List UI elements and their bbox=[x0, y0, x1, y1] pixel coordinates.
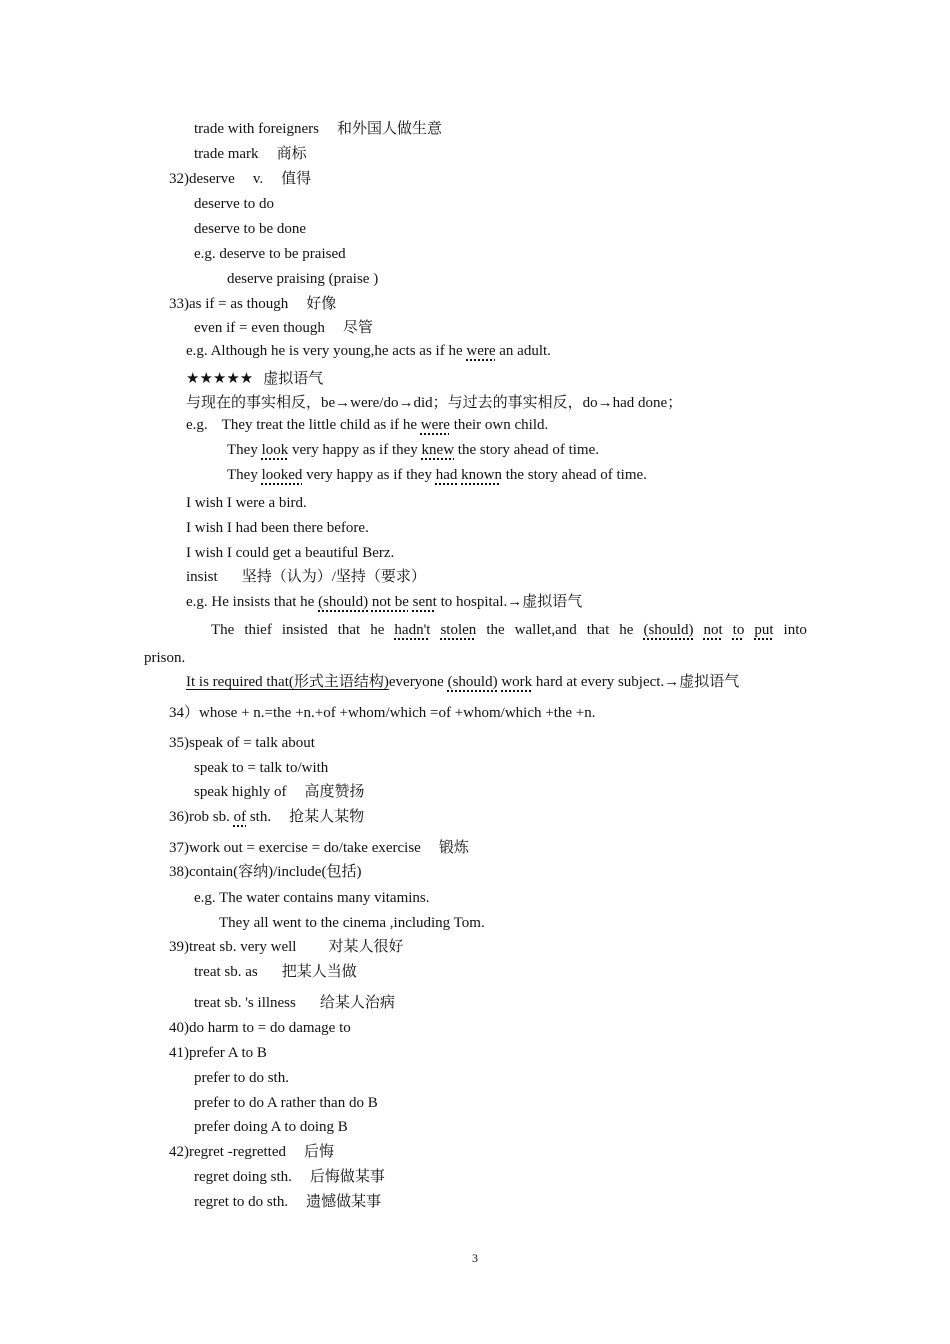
entry-heading-40: 40)do harm to = do damage to bbox=[169, 1020, 351, 1036]
rule-line: 与现在的事实相反，be→were/do→did；与过去的事实相反，do→had done； bbox=[186, 395, 683, 411]
entry-line: prefer to do A rather than do B bbox=[194, 1095, 378, 1111]
translation: 把某人当做 bbox=[281, 964, 357, 980]
phrase: insist bbox=[186, 569, 218, 585]
example-line: e.g. deserve to be praised bbox=[194, 246, 346, 262]
emphasized-word: not bbox=[703, 622, 723, 638]
emphasized-word: of bbox=[233, 809, 247, 825]
translation: 尽管 bbox=[342, 320, 373, 336]
example-line-continuation: prison. bbox=[144, 650, 186, 666]
heading-text: 虚拟语气 bbox=[263, 371, 324, 387]
translation: 和外国人做生意 bbox=[336, 121, 442, 137]
emphasized-word: knew bbox=[421, 442, 455, 458]
translation: 后悔做某事 bbox=[309, 1169, 385, 1185]
emphasized-word: work bbox=[501, 674, 533, 690]
entry-line bbox=[194, 962, 357, 982]
example-line: I wish I were a bird. bbox=[186, 495, 307, 511]
example-line: I wish I had been there before. bbox=[186, 520, 369, 536]
emphasized-word: to bbox=[732, 622, 745, 638]
emphasized-word: hadn't bbox=[394, 622, 431, 638]
translation: 遗憾做某事 bbox=[306, 1194, 382, 1210]
emphasized-word: (should) bbox=[447, 674, 498, 690]
entry-line bbox=[194, 1192, 381, 1212]
example-line: deserve praising (praise ) bbox=[227, 271, 379, 287]
emphasized-word: were bbox=[420, 417, 450, 433]
example-line: It is required that(形式主语结构)everyone (should) work hard at every subject.→虚拟语气 bbox=[186, 674, 740, 690]
translation: 锻炼 bbox=[438, 840, 469, 856]
translation: 坚持（认为）/坚持（要求） bbox=[241, 569, 426, 585]
example-line: They looked very happy as if they had known the story ahead of time. bbox=[227, 467, 647, 483]
emphasized-word: (should) bbox=[643, 622, 694, 638]
phrase: trade with foreigners bbox=[194, 121, 319, 137]
emphasized-word: (should) bbox=[318, 594, 369, 610]
phrase: 33)as if = as though bbox=[169, 296, 289, 312]
entry-line: prefer doing A to doing B bbox=[194, 1119, 348, 1135]
phrase: 39)treat sb. very well bbox=[169, 939, 297, 955]
entry-heading-42 bbox=[169, 1142, 334, 1162]
entry-heading-35: 35)speak of = talk about bbox=[169, 735, 315, 751]
section-heading bbox=[186, 368, 323, 389]
translation: 商标 bbox=[276, 146, 307, 162]
emphasized-word: sent bbox=[412, 594, 437, 610]
entry-line: deserve to do bbox=[194, 196, 274, 212]
entry-heading-32 bbox=[169, 169, 311, 189]
phrase: 37)work out = exercise = do/take exercise bbox=[169, 840, 421, 856]
emphasized-word: known bbox=[461, 467, 502, 483]
entry-line bbox=[194, 144, 307, 164]
example-line: e.g. The water contains many vitamins. bbox=[194, 890, 430, 906]
emphasized-word: stolen bbox=[440, 622, 477, 638]
underlined-phrase: It is required that(形式主语结构) bbox=[186, 674, 389, 690]
phrase: regret doing sth. bbox=[194, 1169, 292, 1185]
translation: 好像 bbox=[306, 296, 337, 312]
example-line: They all went to the cinema ,including Tom. bbox=[219, 915, 485, 931]
entry-line bbox=[194, 782, 365, 802]
entry-heading-33 bbox=[169, 294, 336, 314]
emphasized-word: had bbox=[435, 467, 458, 483]
emphasized-word: look bbox=[261, 442, 289, 458]
translation: 抢某人某物 bbox=[289, 809, 365, 825]
phrase: 32)deserve bbox=[169, 171, 235, 187]
entry-line bbox=[194, 993, 395, 1013]
translation: 后悔 bbox=[304, 1144, 335, 1160]
emphasized-word: were bbox=[466, 343, 496, 359]
example-line: They look very happy as if they knew the story ahead of time. bbox=[227, 442, 600, 458]
emphasized-word: put bbox=[754, 622, 774, 638]
translation: 给某人治病 bbox=[319, 995, 395, 1011]
example-line: e.g. They treat the little child as if he were their own child. bbox=[186, 417, 549, 433]
example-line: I wish I could get a beautiful Berz. bbox=[186, 545, 395, 561]
phrase: regret to do sth. bbox=[194, 1194, 289, 1210]
entry-line: deserve to be done bbox=[194, 221, 307, 237]
emphasized-word: not be bbox=[371, 594, 409, 610]
part-of-speech: v. bbox=[252, 171, 264, 187]
example-line: e.g. Although he is very young,he acts as if he were an adult. bbox=[186, 343, 551, 359]
entry-heading-41: 41)prefer A to B bbox=[169, 1045, 267, 1061]
translation: 对某人很好 bbox=[328, 939, 404, 955]
entry-line: prefer to do sth. bbox=[194, 1070, 289, 1086]
translation: 高度赞扬 bbox=[304, 784, 365, 800]
entry-heading-36: 36)rob sb. of sth. 抢某人某物 bbox=[169, 809, 365, 825]
phrase: trade mark bbox=[194, 146, 259, 162]
entry-heading-38: 38)contain(容纳)/include(包括) bbox=[169, 864, 362, 880]
phrase: treat sb. as bbox=[194, 964, 258, 980]
phrase: speak highly of bbox=[194, 784, 287, 800]
entry-line: speak to = talk to/with bbox=[194, 760, 329, 776]
entry-line bbox=[186, 567, 426, 587]
entry-heading-37 bbox=[169, 838, 469, 858]
entry-heading-34: 34）whose + n.=the +n.+of +whom/which =of +whom/which +the +n. bbox=[169, 705, 596, 721]
entry-line bbox=[194, 119, 442, 139]
page-number: 3 bbox=[472, 1251, 478, 1265]
entry-heading-39 bbox=[169, 937, 403, 957]
phrase: 42)regret -regretted bbox=[169, 1144, 287, 1160]
translation: 值得 bbox=[281, 171, 312, 187]
emphasized-word: looked bbox=[261, 467, 303, 483]
entry-line bbox=[194, 318, 373, 338]
phrase: treat sb. 's illness bbox=[194, 995, 296, 1011]
entry-line bbox=[194, 1167, 385, 1187]
star-rating: ★★★★★ bbox=[186, 369, 254, 387]
example-line: e.g. He insists that he (should) not be sent to hospital.→虚拟语气 bbox=[186, 594, 583, 610]
phrase: even if = even though bbox=[194, 320, 325, 336]
justified-example-line: The thief insisted that he hadn't stolen the wallet,and that he (should) not to put into bbox=[211, 622, 807, 638]
